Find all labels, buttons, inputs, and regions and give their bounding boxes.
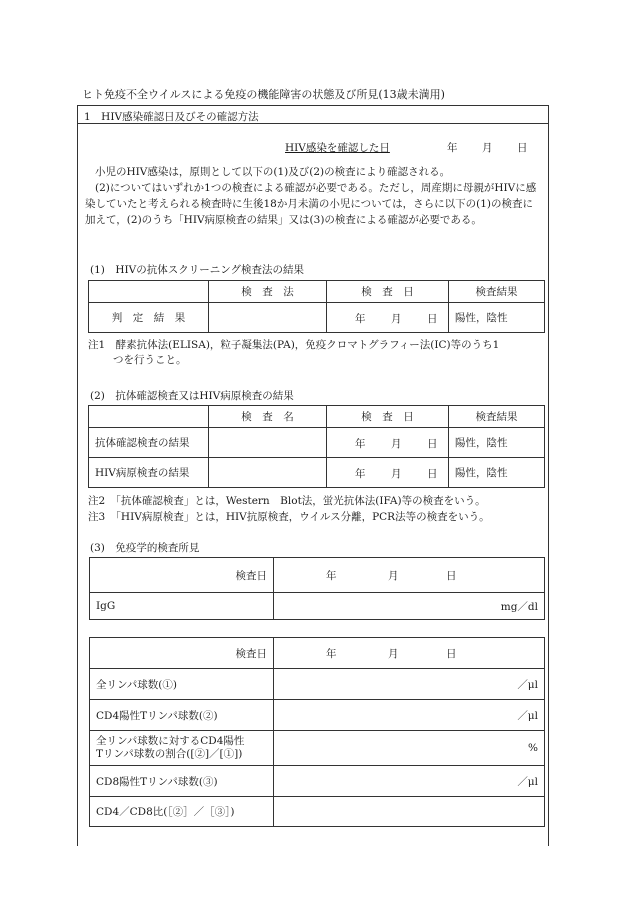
igg-table: [89, 557, 545, 620]
screening-header-blank: [89, 281, 209, 303]
confirm-col-result: 検査結果: [449, 406, 545, 428]
lymph-month: 月: [388, 648, 399, 660]
confirm-heading: (2) 抗体確認検査又はHIV病原検査の結果: [90, 390, 294, 402]
total-lymph-row: [90, 669, 545, 700]
cd4-ratio-input[interactable]: %: [274, 731, 545, 766]
igg-date-label: 検査日: [90, 558, 274, 593]
note-2: 注2 「抗体確認検査」とは，Western Blot法，蛍光抗体法(IFA)等の検査をいう。: [88, 495, 486, 507]
section1-heading: 1 HIV感染確認日及びその確認方法: [84, 111, 259, 123]
screening-method-input[interactable]: [209, 303, 327, 333]
lymph-date-row: [90, 638, 545, 669]
note-1-line-2: つを行うこと。: [113, 354, 187, 366]
screening-row-label: 判 定 結 果: [89, 303, 209, 333]
antibody-day: 日: [427, 438, 438, 450]
hiv-pathogen-result[interactable]: 陽性，陰性: [449, 458, 545, 488]
total-lymph-label: 全リンパ球数(①): [90, 669, 274, 700]
pathogen-day: 日: [427, 468, 438, 480]
screening-col-date: 検 査 日: [327, 281, 449, 303]
screening-year: 年: [355, 313, 366, 325]
hiv-pathogen-row: [89, 458, 545, 488]
document-title: ヒト免疫不全ウイルスによる免疫の機能障害の状態及び所見(13歳未満用): [82, 88, 445, 101]
antibody-confirm-date-input[interactable]: [327, 428, 449, 458]
confirm-col-name: 検 査 名: [209, 406, 327, 428]
antibody-confirm-label: 抗体確認検査の結果: [89, 428, 209, 458]
screening-result-row: [89, 303, 545, 333]
cd8-row: [90, 766, 545, 797]
antibody-confirm-name-input[interactable]: [209, 428, 327, 458]
cd4-cd8-ratio-label: CD4／CD8比(［②］／［③］): [90, 797, 274, 827]
screening-result-value[interactable]: 陽性，陰性: [449, 303, 545, 333]
screening-month: 月: [391, 313, 402, 325]
cd4-input[interactable]: ／μl: [274, 700, 545, 731]
confirm-header-blank: [89, 406, 209, 428]
confirm-table: [88, 405, 545, 488]
igg-month: 月: [388, 570, 399, 582]
note-3: 注3 「HIV病原検査」とは，HIV抗原検査，ウイルス分離，PCR法等の検査をいう。: [88, 511, 490, 523]
cd4-cd8-ratio-input[interactable]: [274, 797, 545, 827]
cd4-ratio-label-line-1: 全リンパ球数に対するCD4陽性: [96, 735, 245, 747]
lymph-day: 日: [446, 648, 457, 660]
confirm-col-date: 検 査 日: [327, 406, 449, 428]
screening-heading: (1) HIVの抗体スクリーニング検査法の結果: [90, 264, 305, 276]
lymph-year: 年: [326, 648, 337, 660]
cd8-input[interactable]: ／μl: [274, 766, 545, 797]
pathogen-month: 月: [391, 468, 402, 480]
cd4-ratio-label: [90, 731, 274, 766]
igg-year: 年: [326, 570, 337, 582]
confirm-date-field[interactable]: [285, 140, 529, 155]
cd4-ratio-row: [90, 731, 545, 766]
hiv-pathogen-name-input[interactable]: [209, 458, 327, 488]
igg-date-row: [90, 558, 545, 593]
intro-paragraph-2: (2)についてはいずれか1つの検査による確認が必要である。ただし，周産期に母親がHIVに感染していたと考えられる検査時に生後18か月未満の小児については，さらに以下の(1)の検査に加えて，(2)のうち「HIV病原検査の結果」又は(3)の検査による確認が必要である。: [85, 182, 537, 226]
antibody-year: 年: [355, 438, 366, 450]
confirm-header-row: [89, 406, 545, 428]
cd8-label: CD8陽性Tリンパ球数(③): [90, 766, 274, 797]
confirm-year-label: 年: [447, 142, 458, 154]
lymphocyte-table: [89, 637, 545, 827]
screening-day: 日: [427, 313, 438, 325]
igg-value-input[interactable]: mg／dl: [274, 593, 545, 620]
hiv-pathogen-date-input[interactable]: [327, 458, 449, 488]
lymph-date-label: 検査日: [90, 638, 274, 669]
total-lymph-input[interactable]: ／μl: [274, 669, 545, 700]
cd4-cd8-ratio-row: [90, 797, 545, 827]
igg-label: IgG: [90, 593, 274, 620]
antibody-confirm-result[interactable]: 陽性，陰性: [449, 428, 545, 458]
cd4-label: CD4陽性Tリンパ球数(②): [90, 700, 274, 731]
screening-header-row: [89, 281, 545, 303]
confirm-month-label: 月: [482, 142, 493, 154]
screening-date-input[interactable]: [327, 303, 449, 333]
lymph-date-input[interactable]: [274, 638, 545, 669]
screening-col-method: 検 査 法: [209, 281, 327, 303]
note-1-line-1: 注1 酵素抗体法(ELISA)，粒子凝集法(PA)，免疫クロマトグラフィー法(IC)等のうち1: [88, 339, 500, 351]
hiv-pathogen-label: HIV病原検査の結果: [89, 458, 209, 488]
screening-col-result: 検査結果: [449, 281, 545, 303]
confirm-day-label: 日: [517, 142, 528, 154]
antibody-month: 月: [391, 438, 402, 450]
pathogen-year: 年: [355, 468, 366, 480]
antibody-confirm-row: [89, 428, 545, 458]
confirm-date-label: HIV感染を確認した日: [285, 142, 390, 154]
cd4-ratio-label-line-2: Tリンパ球数の割合([②]／[①]): [96, 748, 243, 760]
igg-date-input[interactable]: [274, 558, 545, 593]
igg-row: [90, 593, 545, 620]
screening-table: [88, 280, 545, 333]
immuno-heading: (3) 免疫学的検査所見: [90, 542, 200, 554]
cd4-row: [90, 700, 545, 731]
igg-day: 日: [446, 570, 457, 582]
intro-paragraph-1: 小児のHIV感染は，原則として以下の(1)及び(2)の検査により確認される。: [95, 166, 451, 178]
